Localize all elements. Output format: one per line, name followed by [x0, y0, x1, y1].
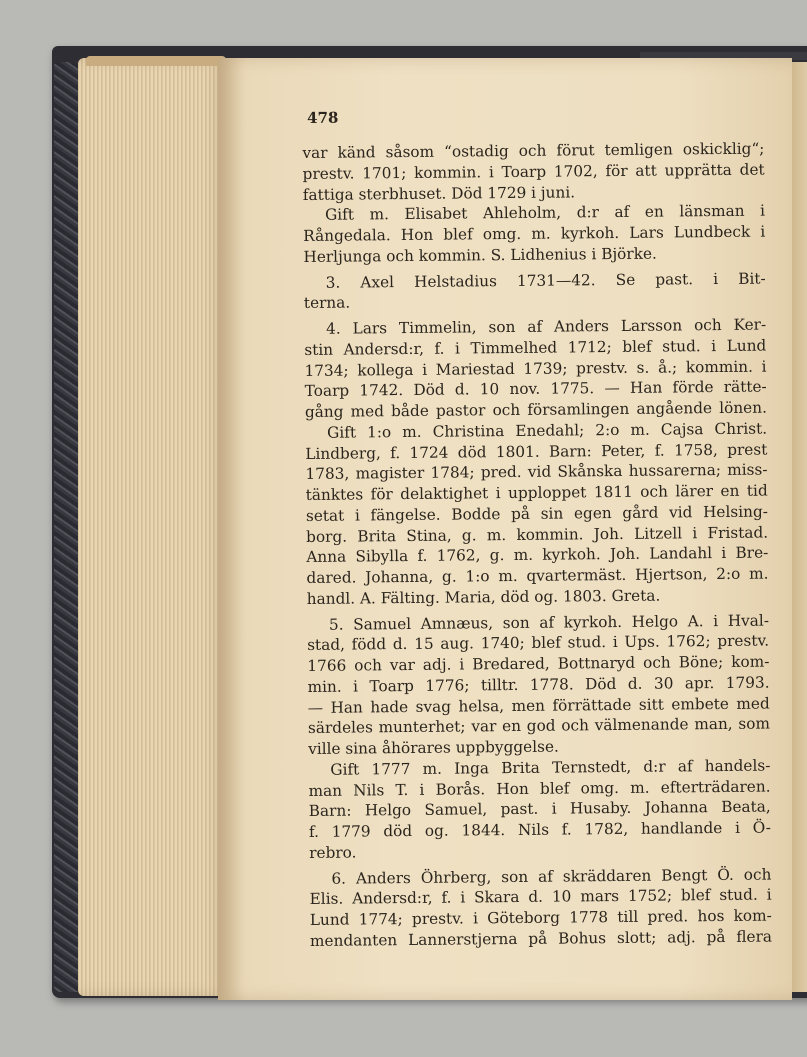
text-line: rebro. [309, 843, 357, 862]
text-line: Toarp 1742. Död d. 10 nov. 1775. — Han förde rätte- [304, 377, 767, 401]
text-line: Barn: Helgo Samuel, past. i Husaby. Johanna Beata, [308, 797, 771, 821]
text-line: Gift m. Elisabet Ahleholm, d:r af en länsman i [324, 201, 766, 225]
text-line: min. i Toarp 1776; tilltr. 1778. Död d. 30 apr. 1793. [307, 673, 770, 696]
text-line: Lund 1774; prestv. i Göteborg 1778 till pred. hos kom- [309, 906, 772, 929]
text-line: setat i fängelse. Bodde på sin egen gård vid Helsing- [305, 502, 768, 525]
text-line: 1783, magister 1784; pred. vid Skånska hussarerna; miss- [305, 460, 768, 484]
page-number: 478 [307, 108, 339, 127]
text-line: var känd såsom “ostadig och förut temligen oskicklig“; [302, 139, 765, 162]
text-line: f. 1779 död og. 1844. Nils f. 1782, handlande i Ö- [308, 818, 772, 841]
text-line: fattiga sterbhuset. Död 1729 i juni. [302, 182, 576, 204]
text-line: 5. Samuel Amnæus, son af kyrkoh. Helgo A. i Hval- [328, 611, 770, 634]
page-stack-top [86, 56, 226, 66]
page-stack-edges [78, 58, 228, 996]
text-line: — Han hade svag helsa, men förrättade sitt embete med [307, 694, 770, 717]
text-line: man Nils T. i Borås. Hon blef omg. m. efterträdaren. [308, 777, 771, 800]
text-line: stad, född d. 15 aug. 1740; blef stud. i Ups. 1762; prestv. [307, 631, 770, 655]
text-line: Gift 1777 m. Inga Brita Ternstedt, d:r af handels- [330, 756, 771, 779]
text-line: Lindberg, f. 1724 död 1801. Barn: Peter, f. 1758, prest [305, 440, 768, 463]
text-line: dared. Johanna, g. 1:o m. qvartermäst. Hjertson, 2:o m. [306, 564, 769, 587]
text-line: 3. Axel Helstadius 1731—42. Se past. i Bit- [325, 269, 766, 292]
text-line: ville sina åhörares uppbyggelse. [308, 737, 559, 758]
text-line: 1734; kollega i Mariestad 1739; prestv. s. å.; kommin. i [304, 357, 767, 380]
next-page-edge [790, 62, 807, 992]
text-line: terna. [303, 293, 351, 313]
text-line: mendanten Lannerstjerna på Bohus slott; adj. på flera [309, 927, 773, 950]
text-line: 6. Anders Öhrberg, son af skräddaren Bengt Ö. och [331, 865, 772, 888]
text-line: Elis. Andersd:r, f. i Skara d. 10 mars 1752; blef stud. i [309, 885, 772, 909]
text-line: Herljunga och kommin. S. Lidhenius i Björke. [303, 244, 657, 266]
text-line: Gift 1:o m. Christina Enedahl; 2:o m. Cajsa Christ. [327, 419, 768, 442]
text-line: gång med både pastor och församlingen angående lönen. [304, 398, 767, 421]
text-lines [302, 139, 772, 952]
text-line: prestv. 1701; kommin. i Toarp 1702, för att upprätta det [302, 160, 765, 183]
text-line: särdeles munterhet; var en god och välmenande man, som [307, 714, 771, 738]
text-line: 1766 och var adj. i Bredared, Bottnaryd och Böne; kom- [307, 652, 770, 675]
text-line: 4. Lars Timmelin, son af Anders Larsson och Ker- [326, 315, 767, 338]
text-line: handl. A. Fälting. Maria, död og. 1803. Greta. [306, 586, 661, 608]
text-line: borg. Brita Stina, g. m. kommin. Joh. Litzell i Fristad. [306, 523, 769, 546]
text-line: tänktes för delaktighet i upploppet 1811 och lärer en tid [305, 481, 768, 504]
page-text-block [302, 104, 772, 952]
text-line: Rångedala. Hon blef omg. m. kyrkoh. Lars Lundbeck i [303, 222, 766, 245]
text-line: Anna Sibylla f. 1762, g. m. kyrkoh. Joh. Landahl i Bre- [306, 543, 769, 567]
text-line: stin Andersd:r, f. i Timmelhed 1712; blef stud. i Lund [304, 336, 767, 359]
